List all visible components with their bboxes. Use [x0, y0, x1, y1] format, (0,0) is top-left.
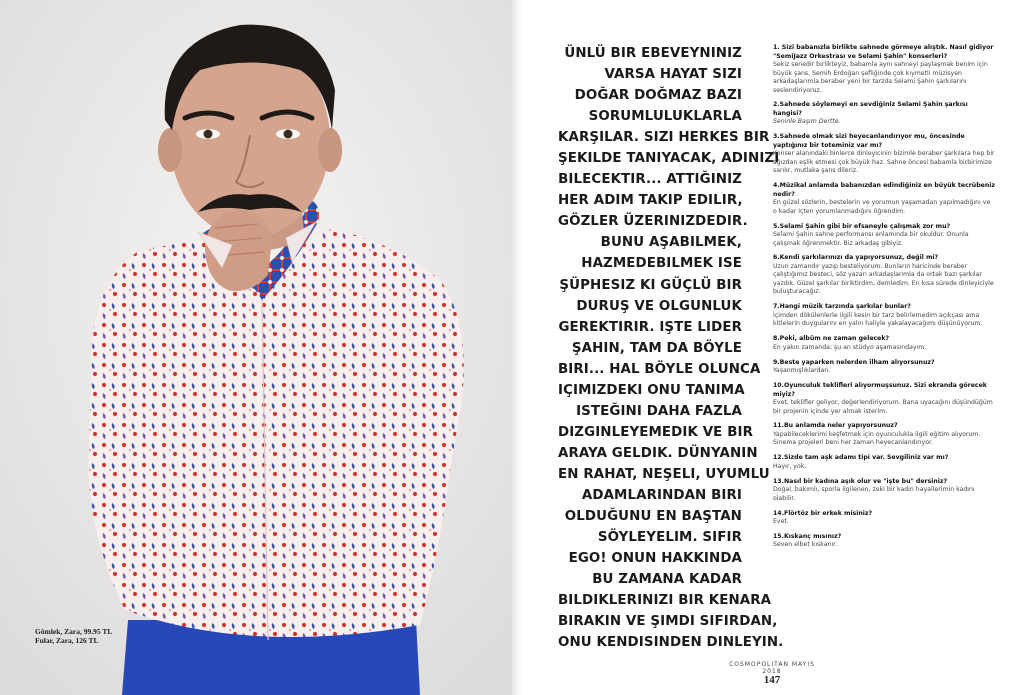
qa-item — [773, 303, 995, 329]
pull-quote-line: GÖZLER ÜZERINIZDEDIR. — [558, 214, 748, 230]
qa-answer: Sekiz senedir birlikteyiz, babamla aynı sahneyi paylaşmak benim için büyük şans. Semih Erdoğan şefliğinde çok kıymetli müzisyen arkadaşlarımla beraber yeni bir tarzda Selami Şahin şarkılarını seslendiriyoruz. — [773, 61, 988, 94]
pull-quote-line: OLDUĞUNU EN BAŞTAN — [564, 509, 742, 525]
pull-quote-line: BIRAKIN VE ŞIMDI SIFIRDAN, — [558, 614, 778, 630]
pull-quote-line: EN RAHAT, NEŞELI, UYUMLU — [558, 466, 770, 482]
pull-quote-line: ÜNLÜ BIR EBEVEYNINIZ — [564, 46, 742, 61]
qa-item — [773, 422, 995, 448]
pull-quote-line: DURUŞ VE OLGUNLUK — [576, 298, 742, 314]
page-fold-shadow — [512, 0, 522, 695]
pull-quote-line: IÇIMIZDEKI ONU TANIMA — [558, 382, 745, 398]
pull-quote-line: HER ADIM TAKIP EDILIR, — [558, 193, 743, 209]
pull-quote-line: ADAMLARINDAN BIRI — [581, 487, 742, 503]
qa-question: 2.Sahnede söylemeyi en sevdiğiniz Selami Şahin şarkısı hangisi? — [773, 101, 968, 117]
qa-item — [773, 44, 995, 95]
magazine-footer: COSMOPOLITAN MAYIS 2018 — [729, 661, 815, 675]
qa-answer: Evet, teklifler geliyor, değerlendiriyorum. Bana uyacağını düşündüğüm bir projenin içinde yer almak isterim. — [773, 399, 993, 415]
qa-item — [773, 533, 995, 550]
qa-answer: Uzun zamandır yazıp besteliyorum. Bunların haricinde beraber çalıştığımız besteci, söz yazarı arkadaşlarımla da ortak bazı şarkılar yazdık. Güzel şarkılar biriktirdim, demledim. En kısa sürede dinleyiciyle buluşturacağız. — [773, 262, 994, 296]
qa-answer: En yakın zamanda; şu an stüdyo aşamasındayım. — [773, 343, 927, 351]
qa-item — [773, 359, 995, 376]
qa-answer: Seven elbet kıskanır. — [773, 541, 838, 549]
pull-quote-line: ŞAHIN, TAM DA BÖYLE — [571, 340, 742, 356]
pull-quote-line: DIZGINLEYEMEDIK VE BIR — [558, 424, 753, 440]
qa-question: 12.Sizde tam aşk adamı tipi var. Sevgiliniz var mı? — [773, 454, 949, 462]
qa-question: 11.Bu anlamda neler yapıyorsunuz? — [773, 422, 898, 430]
pull-quote-line: ŞEKILDE TANIYACAK, ADINIZI — [558, 151, 780, 167]
pull-quote-line: BUNU AŞABILMEK, — [600, 235, 742, 251]
pull-quote-line: DOĞAR DOĞMAZ BAZI — [574, 88, 742, 104]
pull-quote-line: BILDIKLERINIZI BIR KENARA — [558, 593, 772, 609]
qa-item — [773, 510, 995, 527]
pull-quote-line: ONU KENDISINDEN DINLEYIN. — [558, 635, 784, 651]
qa-answer: Konser alanındaki binlerce dinleyicinin bizimle beraber şarkılara hep bir ağızdan eşlik etmesi çok büyük haz. Sahne öncesi babamla birbirimize sarılır, mutlaka şans dileriz. — [773, 150, 995, 175]
pull-quote-line: GEREKTIRIR. IŞTE LIDER — [558, 319, 742, 335]
qa-question: 4.Müzikal anlamda babanızdan edindiğiniz en büyük tecrübeniz nedir? — [773, 182, 995, 198]
qa-answer: Yaşanmışlıklardan. — [773, 367, 831, 375]
qa-item — [773, 382, 995, 416]
qa-item — [773, 335, 995, 352]
pull-quote-line: BU ZAMANA KADAR — [592, 572, 742, 588]
clothing-credit — [35, 627, 112, 645]
qa-item — [773, 133, 995, 176]
qa-answer: Evet. — [773, 518, 789, 526]
page-number: 147 — [763, 674, 781, 686]
qa-question: 7.Hangi müzik tarzında şarkılar bunlar? — [773, 303, 911, 311]
pull-quote-line: HAZMEDEBILMEK ISE — [581, 256, 742, 272]
qa-item — [773, 182, 995, 216]
qa-answer: En güzel sözlerin, bestelerin ve yorumun yaşamadan yapılmadığını ve o kadar içten yorumlanmadığını öğrendim. — [773, 199, 991, 215]
qa-question: 15.Kıskanç mısınız? — [773, 532, 842, 540]
qa-answer: Seninle Başım Dertte. — [773, 118, 841, 126]
qa-item — [773, 223, 995, 249]
qa-question: 1. Sizi babanızla birlikte sahnede görmeye alıştık. Nasıl gidiyor "SemiJazz Orkestrası ve Selami Şahin" konserleri? — [773, 44, 994, 60]
pull-quote-line: SORUMLULUKLARLA — [588, 109, 742, 125]
qa-answer: Hayır, yok. — [773, 462, 807, 470]
pull-quote-line: BIRI... HAL BÖYLE OLUNCA — [558, 361, 761, 377]
qa-answer: Yapabileceklerimi keşfetmek için oyunculukla ilgili eğitim alıyorum. Sinema projeleri beni her zaman heyecanlandırıyor. — [773, 430, 981, 447]
interview-qa-column — [773, 44, 995, 556]
pull-quote-line: ARAYA GELDIK. DÜNYANIN — [558, 445, 758, 461]
qa-answer: Selami Şahin sahne performansı anlamında bir okuldur. Onunla çalışmak öğrenmektir. Biz arkadaş gibiyiz. — [773, 231, 969, 247]
pull-quote-line: BILECEKTIR... ATTIĞINIZ — [558, 172, 742, 188]
qa-item — [773, 478, 995, 504]
credit-shirt: Gömlek, Zara, 99.95 TL — [35, 627, 113, 636]
qa-item — [773, 454, 995, 471]
qa-answer: İçimden dökülenlerle ilgili kesin bir tarz belirlemedim açıkçası ama kitlelerin duygularını en yalın haliyle yakalayacağımı düşünüyorum. — [773, 311, 983, 328]
qa-question: 13.Nasıl bir kadına aşık olur ve "işte bu" dersiniz? — [773, 477, 948, 485]
credit-scarf: Fular, Zara, 126 TL — [35, 636, 99, 645]
pull-quote-line: ISTEĞINI DAHA FAZLA — [576, 403, 742, 419]
qa-item — [773, 101, 995, 127]
pull-quote-line: ŞÜPHESIZ KI GÜÇLÜ BIR — [559, 277, 742, 293]
qa-question: 10.Oyunculuk teklifleri alıyormuşsunuz. Sizi ekranda görecek miyiz? — [773, 382, 987, 398]
qa-question: 3.Sahnede olmak sizi heyecanlandırıyor mu, öncesinde yaptığınız bir toteminiz var mı? — [773, 133, 965, 149]
qa-question: 8.Peki, albüm ne zaman gelecek? — [773, 335, 890, 343]
pull-quote-line: VARSA HAYAT SIZI — [604, 67, 742, 83]
qa-item — [773, 254, 995, 297]
qa-answer: Doğal, bakımlı, sporla ilgilenen, zeki bir kadın hayallerimin kadını olabilir. — [773, 486, 975, 502]
qa-question: 14.Flörtöz bir erkek misiniz? — [773, 509, 873, 517]
qa-question: 5.Selami Şahin gibi bir efsaneyle çalışmak zor mu? — [773, 222, 951, 230]
pull-quote-line: EGO! ONUN HAKKINDA — [568, 551, 742, 567]
pull-quote-line: KARŞILAR. SIZI HERKES BIR — [558, 130, 770, 146]
pull-quote-line: SÖYLEYELIM. SIFIR — [597, 530, 742, 546]
qa-question: 6.Kendi şarkılarınızı da yapıyorsunuz, değil mi? — [773, 254, 939, 262]
qa-question: 9.Beste yaparken nelerden ilham alıyorsunuz? — [773, 358, 935, 366]
